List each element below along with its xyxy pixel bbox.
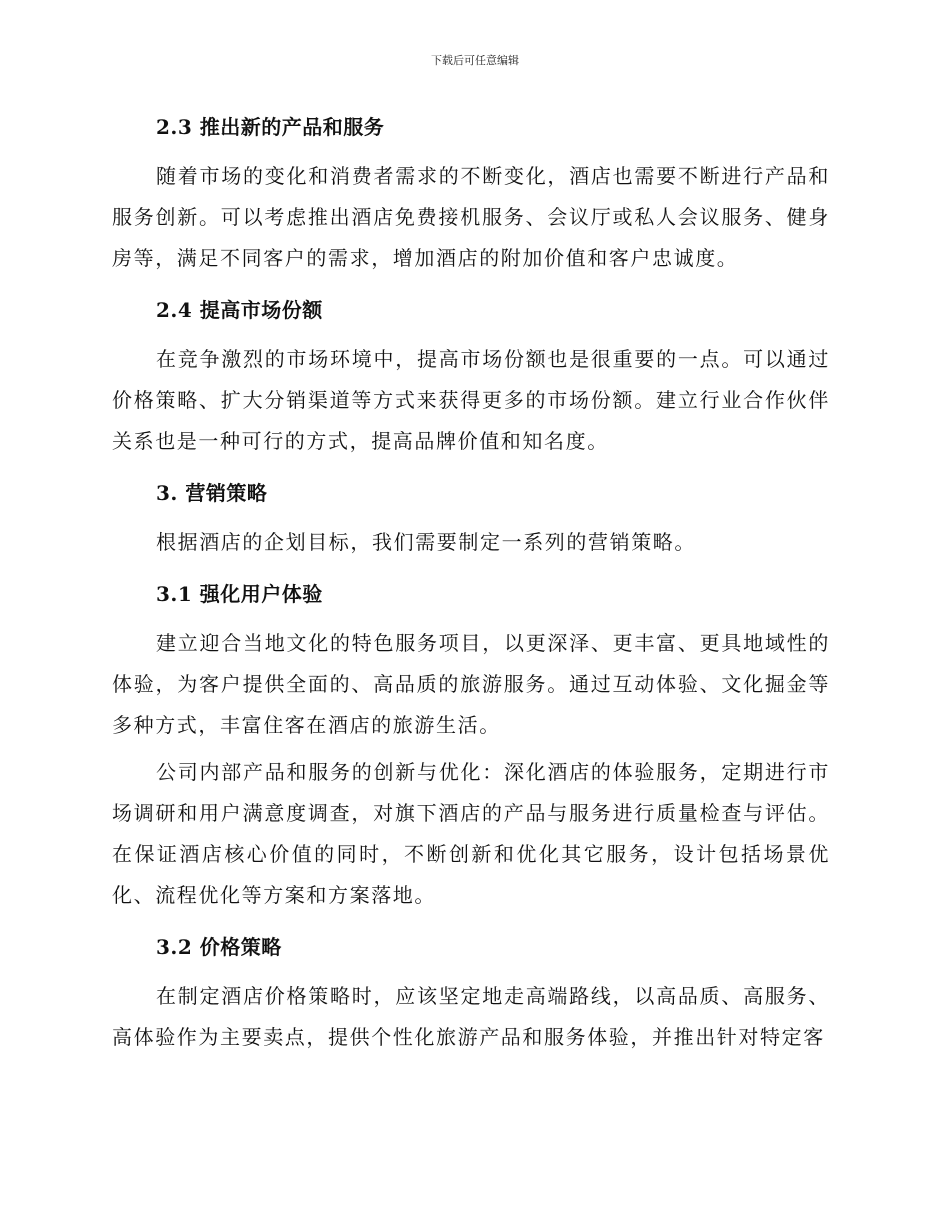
paragraph-3-1-2: 公司内部产品和服务的创新与优化：深化酒店的体验服务，定期进行市场调研和用户满意度调查，对旗下酒店的产品与服务进行质量检查与评估。在保证酒店核心价值的同时，不断创新和优化其它服务，设计包括场景优化、流程优化等方案和方案落地。 [112,760,830,907]
section-heading-2-4: 2.4 提高市场份额 [156,298,323,322]
page-header: 下载后可任意编辑 [431,54,519,67]
section-heading-2-3: 2.3 推出新的产品和服务 [156,115,385,139]
section-heading-3-1: 3.1 强化用户体验 [156,582,323,606]
section-heading-3: 3. 营销策略 [156,481,268,505]
paragraph-3-1-1: 建立迎合当地文化的特色服务项目，以更深泽、更丰富、更具地域性的体验，为客户提供全面的、高品质的旅游服务。通过互动体验、文化掘金等多种方式，丰富住客在酒店的旅游生活。 [112,631,830,737]
paragraph-3-1: 根据酒店的企划目标，我们需要制定一系列的营销策略。 [156,530,696,554]
paragraph-2-3-1: 随着市场的变化和消费者需求的不断变化，酒店也需要不断进行产品和服务创新。可以考虑推出酒店免费接机服务、会议厅或私人会议服务、健身房等，满足不同客户的需求，增加酒店的附加价值和客户忠诚度。 [112,164,830,270]
document-body [112,104,830,1058]
paragraph-3-2-1: 在制定酒店价格策略时，应该坚定地走高端路线，以高品质、高服务、高体验作为主要卖点，提供个性化旅游产品和服务体验，并推出针对特定客 [112,984,830,1049]
paragraph-2-4-1: 在竞争激烈的市场环境中，提高市场份额也是很重要的一点。可以通过价格策略、扩大分销渠道等方式来获得更多的市场份额。建立行业合作伙伴关系也是一种可行的方式，提高品牌价值和知名度。 [112,347,830,453]
section-heading-3-2: 3.2 价格策略 [156,935,282,959]
